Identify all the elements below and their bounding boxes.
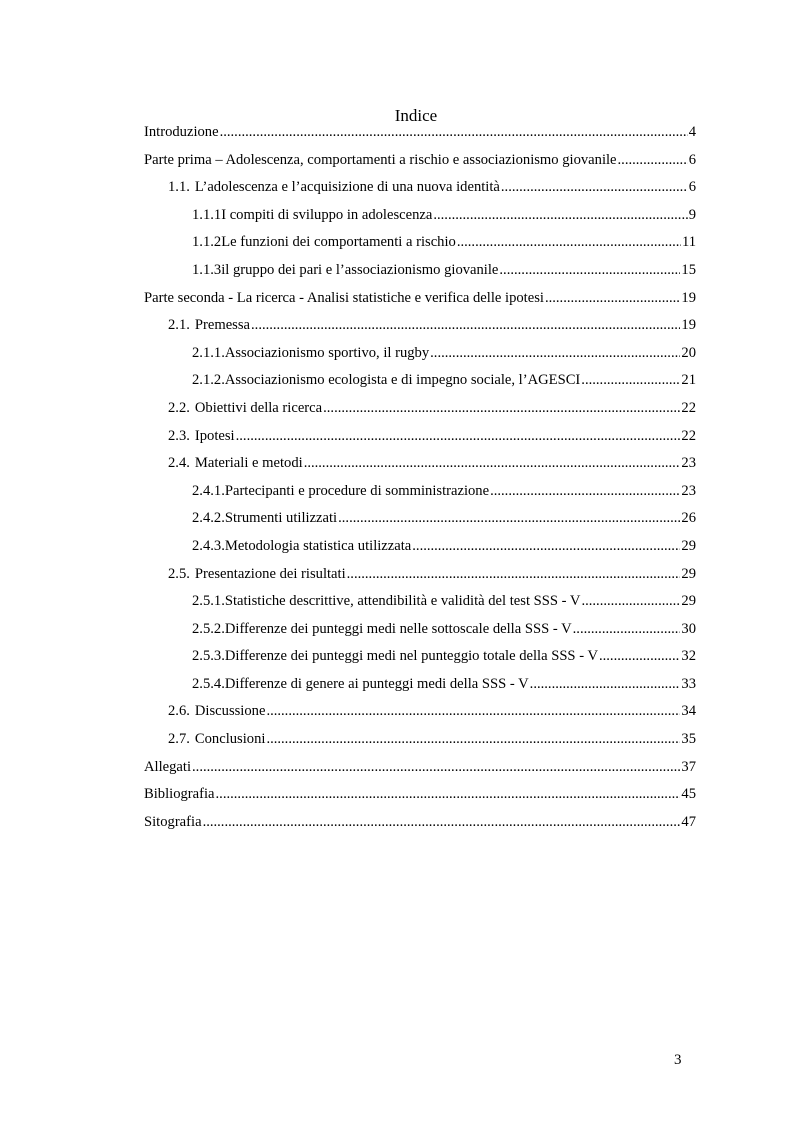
- page-number: 3: [674, 1052, 682, 1068]
- dot-leader: [220, 124, 688, 141]
- toc-entry-page: 6: [688, 179, 696, 196]
- toc-entry-page: 23: [681, 482, 696, 499]
- toc-entry-page: 35: [681, 731, 696, 748]
- toc-entry-number: 2.4.1.: [192, 482, 225, 499]
- toc-entry-page: 15: [681, 261, 696, 278]
- toc-entry-page: 30: [681, 620, 696, 637]
- toc-entry[interactable]: [144, 317, 696, 345]
- toc-entry-page: 26: [681, 510, 696, 527]
- toc-entry[interactable]: [144, 207, 696, 235]
- toc-entry-label: Ipotesi: [194, 427, 235, 444]
- toc-entry-number: 2.6.: [168, 703, 190, 720]
- toc-entry-page: 47: [681, 813, 696, 830]
- dot-leader: [203, 814, 681, 831]
- toc-entry-label: Partecipanti e procedure di somministrazione: [224, 482, 490, 499]
- toc-entry-number: 2.3.: [168, 427, 190, 444]
- toc-entry[interactable]: [144, 400, 696, 428]
- toc-entry[interactable]: [144, 759, 696, 787]
- toc-entry[interactable]: [144, 124, 696, 152]
- dot-leader: [501, 179, 688, 196]
- toc-entry-number: 2.4.2.: [192, 510, 225, 527]
- dot-leader: [499, 262, 680, 279]
- toc-entry-label: Parte prima – Adolescenza, comportamenti a rischio e associazionismo giovanile: [144, 151, 617, 168]
- dot-leader: [412, 538, 680, 555]
- toc-entry-label: Introduzione: [144, 124, 219, 140]
- toc-entry-page: 37: [681, 758, 696, 775]
- dot-leader: [347, 566, 681, 583]
- toc-entry-number: 2.4.: [168, 455, 190, 472]
- dot-leader: [192, 759, 680, 776]
- toc-entry-page: 11: [681, 234, 696, 251]
- toc-entry-label: Associazionismo sportivo, il rugby: [224, 344, 430, 361]
- toc-entry-number: 2.5.: [168, 565, 190, 582]
- toc-entry-page: 4: [688, 124, 696, 140]
- dot-leader: [266, 703, 680, 720]
- toc-entry-label: Sitografia: [144, 813, 202, 830]
- toc-entry-label: Conclusioni: [194, 731, 266, 748]
- toc-entry-label: Obiettivi della ricerca: [194, 399, 323, 416]
- toc-entry-page: 21: [681, 372, 696, 389]
- dot-leader: [251, 317, 680, 334]
- toc-entry[interactable]: [144, 621, 696, 649]
- toc-entry-label: Associazionismo ecologista e di impegno sociale, l’AGESCI: [224, 372, 581, 389]
- toc-entry-page: 19: [681, 289, 696, 306]
- toc-entry-number: 2.5.4.: [192, 675, 225, 692]
- toc-entry-page: 22: [681, 427, 696, 444]
- toc-entry-page: 19: [681, 317, 696, 334]
- toc-entry[interactable]: [144, 703, 696, 731]
- toc-entry-label: Statistiche descrittive, attendibilità e validità del test SSS - V: [224, 593, 581, 610]
- dot-leader: [490, 483, 680, 500]
- toc-title: Indice: [394, 106, 438, 125]
- toc-entry-page: 22: [681, 399, 696, 416]
- toc-entry-page: 29: [681, 537, 696, 554]
- dot-leader: [545, 290, 680, 307]
- dot-leader: [216, 786, 681, 803]
- dot-leader: [457, 234, 681, 251]
- toc-entry-label: Materiali e metodi: [194, 455, 303, 472]
- toc-entry[interactable]: [144, 786, 696, 814]
- toc-entry-label: Discussione: [194, 703, 266, 720]
- toc-entry-number: 1.1.: [168, 179, 190, 196]
- toc-entry-number: 1.1.2: [192, 234, 222, 251]
- toc-entry[interactable]: [144, 428, 696, 456]
- toc-entry-number: 2.5.3.: [192, 648, 225, 665]
- toc-entry-page: 6: [688, 151, 696, 168]
- toc-entry-label: Bibliografia: [144, 786, 215, 803]
- toc-entry[interactable]: [144, 731, 696, 759]
- toc-entry-number: 1.1.3: [192, 261, 222, 278]
- toc-entry-page: 23: [681, 455, 696, 472]
- dot-leader: [581, 372, 680, 389]
- toc-entry-page: 33: [681, 675, 696, 692]
- toc-entry-label: Le funzioni dei comportamenti a rischio: [221, 234, 456, 251]
- dot-leader: [599, 648, 680, 665]
- dot-leader: [530, 676, 681, 693]
- toc-entry[interactable]: [144, 290, 696, 318]
- toc-entry-page: 29: [681, 565, 696, 582]
- toc-entry-label: Presentazione dei risultati: [194, 565, 346, 582]
- toc-entry-label: Metodologia statistica utilizzata: [224, 537, 412, 554]
- toc-entry[interactable]: [144, 510, 696, 538]
- toc-entry[interactable]: [144, 648, 696, 676]
- toc-entry-page: 32: [681, 648, 696, 665]
- toc-entry-number: 2.1.: [168, 317, 190, 334]
- toc-entry[interactable]: [144, 676, 696, 704]
- toc-entry[interactable]: [144, 566, 696, 594]
- toc-entry[interactable]: [144, 234, 696, 262]
- toc-entry[interactable]: [144, 262, 696, 290]
- toc-entry[interactable]: [144, 483, 696, 511]
- toc-entry-label: Differenze dei punteggi medi nel punteggio totale della SSS - V: [224, 648, 598, 665]
- toc-entry[interactable]: [144, 152, 696, 180]
- dot-leader: [573, 621, 681, 638]
- toc-entry-label: il gruppo dei pari e l’associazionismo giovanile: [221, 261, 499, 278]
- dot-leader: [618, 152, 688, 169]
- dot-leader: [430, 345, 680, 362]
- toc-entry-number: 1.1.1: [192, 206, 222, 223]
- toc-entry[interactable]: [144, 538, 696, 566]
- toc-entry-page: 9: [688, 206, 696, 223]
- dot-leader: [304, 455, 681, 472]
- toc-entry-page: 45: [681, 786, 696, 803]
- toc-entry-label: Premessa: [194, 317, 251, 334]
- dot-leader: [338, 510, 680, 527]
- toc-entry[interactable]: [144, 814, 696, 842]
- toc-entry-number: 2.4.3.: [192, 537, 225, 554]
- toc-entry-page: 29: [681, 593, 696, 610]
- toc-entry[interactable]: [144, 345, 696, 373]
- toc-entry[interactable]: [144, 593, 696, 621]
- toc-entry-number: 2.5.1.: [192, 593, 225, 610]
- toc-entry-label: Differenze di genere ai punteggi medi della SSS - V: [224, 675, 529, 692]
- toc-entry-label: Strumenti utilizzati: [224, 510, 338, 527]
- dot-leader: [323, 400, 680, 417]
- toc-entry[interactable]: [144, 455, 696, 483]
- toc-entry-number: 2.7.: [168, 731, 190, 748]
- toc-entry-number: 2.1.2.: [192, 372, 225, 389]
- table-of-contents: [144, 124, 696, 841]
- dot-leader: [236, 428, 681, 445]
- toc-entry-number: 2.2.: [168, 399, 190, 416]
- toc-entry-label: Allegati: [144, 758, 192, 775]
- toc-entry-page: 34: [681, 703, 696, 720]
- toc-entry[interactable]: [144, 372, 696, 400]
- toc-entry-page: 20: [681, 344, 696, 361]
- toc-entry-label: L’adolescenza e l’acquisizione di una nuova identità: [194, 179, 500, 196]
- dot-leader: [433, 207, 687, 224]
- dot-leader: [581, 593, 680, 610]
- toc-entry-label: Differenze dei punteggi medi nelle sottoscale della SSS - V: [224, 620, 572, 637]
- toc-entry-label: I compiti di sviluppo in adolescenza: [221, 206, 433, 223]
- toc-entry-number: 2.1.1.: [192, 344, 225, 361]
- toc-entry[interactable]: [144, 179, 696, 207]
- dot-leader: [266, 731, 680, 748]
- toc-entry-label: Parte seconda - La ricerca - Analisi statistiche e verifica delle ipotesi: [144, 289, 544, 306]
- toc-entry-number: 2.5.2.: [192, 620, 225, 637]
